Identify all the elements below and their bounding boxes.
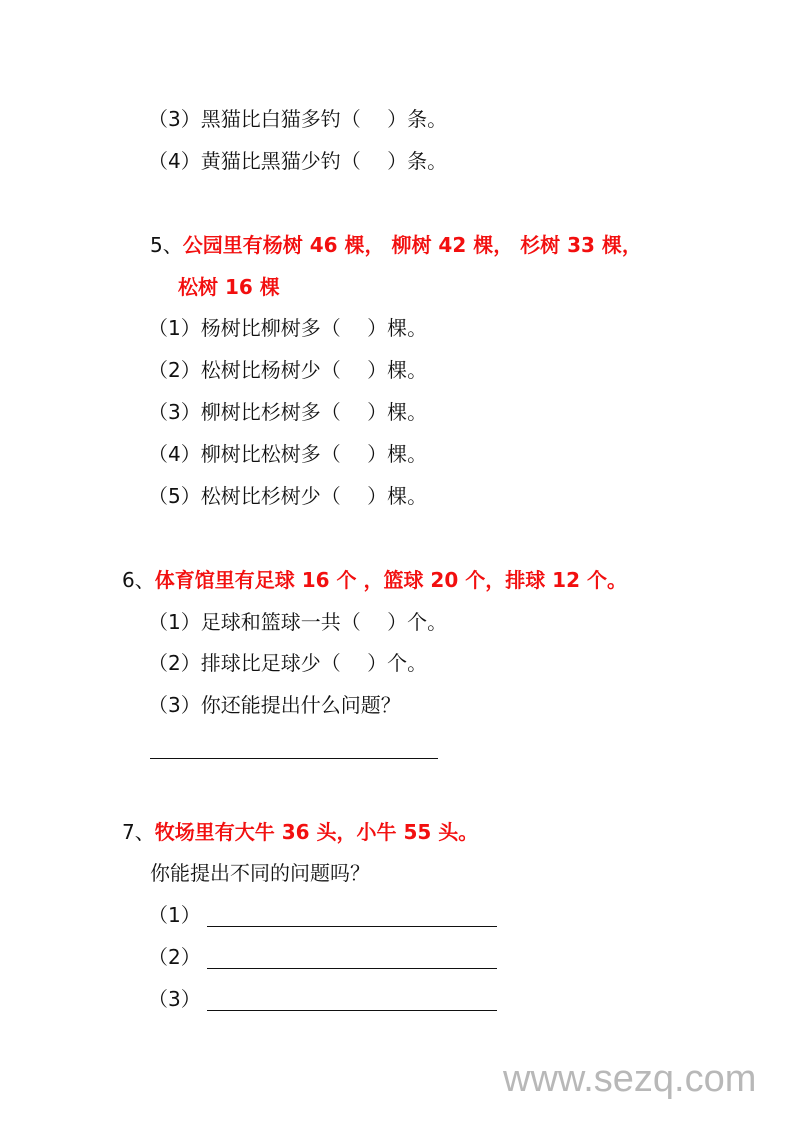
q7-number: 7、	[122, 820, 155, 844]
q6-item: （2）排球比足球少（ ）个。	[148, 651, 428, 675]
q7-item	[148, 901, 201, 929]
q7-item-label: （3）	[148, 987, 201, 1011]
q5-item: （3）柳树比杉树多（ ）棵。	[148, 400, 428, 424]
q5-heading	[150, 231, 642, 259]
q7-heading	[122, 818, 478, 846]
q4-item-4: （4）黄猫比黑猫少钓（ ）条。	[148, 149, 448, 173]
q5-item: （2）松树比杨树少（ ）棵。	[148, 358, 428, 382]
q5-title: 公园里有杨树 46 棵， 柳树 42 棵， 杉树 33 棵，	[182, 233, 642, 257]
answer-line[interactable]	[207, 926, 497, 927]
q7-prompt: 你能提出不同的问题吗？	[150, 861, 370, 885]
answer-line[interactable]	[207, 968, 497, 969]
watermark: www.sezq.com	[503, 1058, 757, 1100]
q7-item-label: （1）	[148, 903, 201, 927]
q5-item: （1）杨树比柳树多（ ）棵。	[148, 316, 428, 340]
q6-title: 体育馆里有足球 16 个 ，篮球 20 个，排球 12 个。	[154, 568, 627, 592]
answer-line[interactable]	[150, 758, 438, 759]
answer-line[interactable]	[207, 1010, 497, 1011]
q5-title-cont: 松树 16 棵	[178, 275, 280, 299]
q6-item: （3）你还能提出什么问题？	[148, 693, 401, 717]
q6-number: 6、	[122, 568, 155, 592]
q5-number: 5、	[150, 233, 183, 257]
q7-title: 牧场里有大牛 36 头，小牛 55 头。	[154, 820, 479, 844]
q6-item: （1）足球和篮球一共（ ）个。	[148, 610, 448, 634]
q5-item: （5）松树比杉树少（ ）棵。	[148, 484, 428, 508]
q7-item-label: （2）	[148, 945, 201, 969]
q4-item-3: （3）黑猫比白猫多钓（ ）条。	[148, 107, 448, 131]
q5-item: （4）柳树比松树多（ ）棵。	[148, 442, 428, 466]
q7-item	[148, 943, 201, 971]
q7-item	[148, 985, 201, 1013]
q6-heading	[122, 566, 627, 594]
